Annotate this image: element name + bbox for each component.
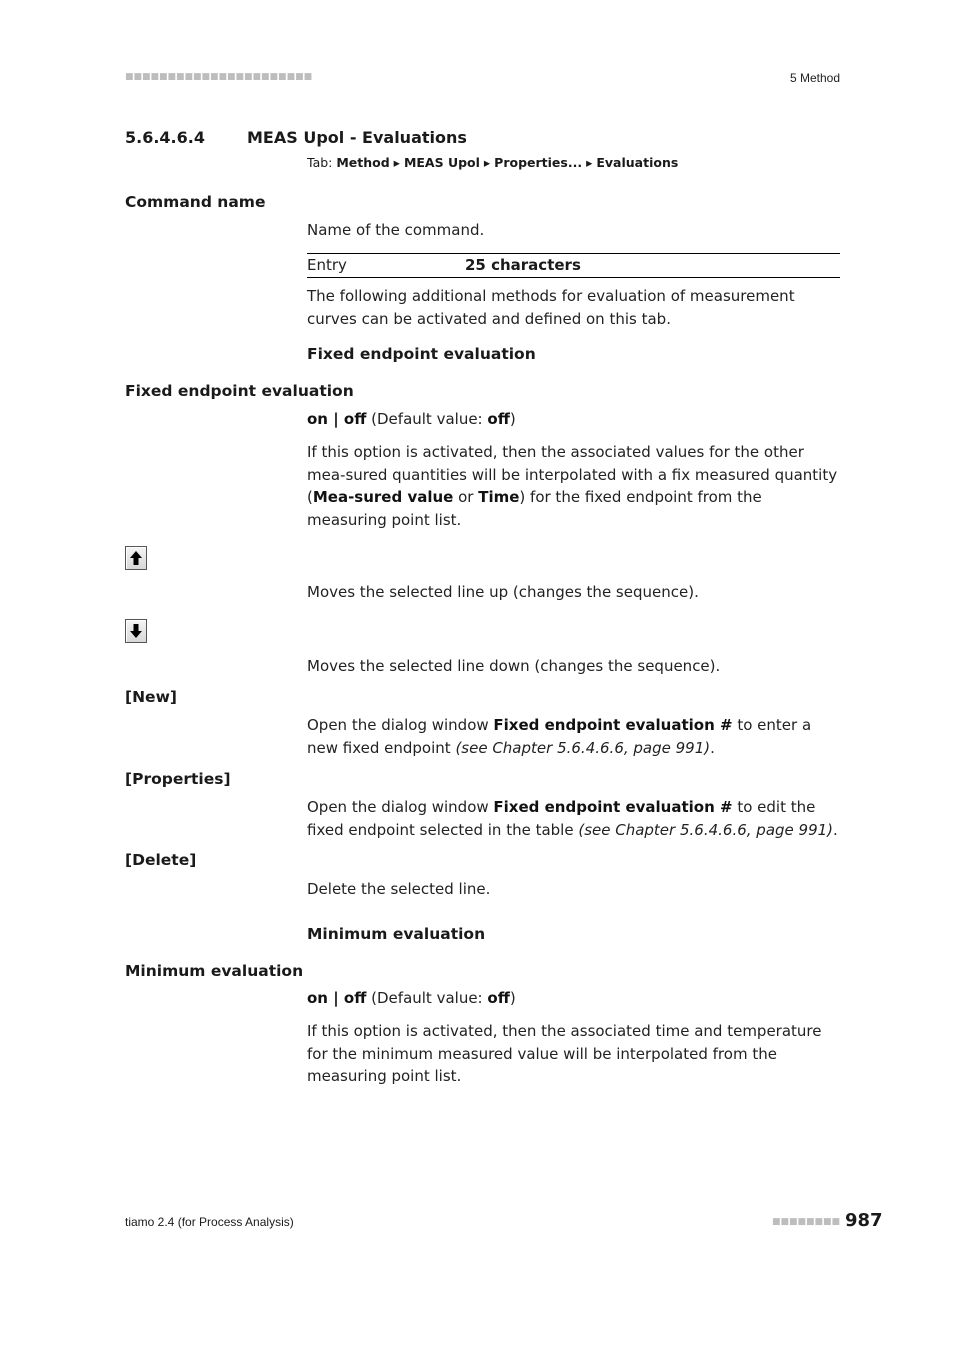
value-sep: | [327, 989, 344, 1007]
minimum-desc: If this option is activated, then the associated time and temperature for the minimum measured value will be interpolated from the measuring point list. [307, 1022, 822, 1085]
desc-part: to edit the fixed endpoint selected in the table [307, 798, 816, 839]
subhead-minimum: Minimum evaluation [307, 925, 486, 943]
chapter-reference: (see Chapter 5.6.4.6.6, page 991) [455, 738, 711, 757]
tab-path-3: Properties... [494, 155, 583, 170]
entry-value: 25 characters [465, 256, 581, 274]
subhead-fixed-endpoint: Fixed endpoint evaluation [307, 345, 536, 363]
desc-part: . [833, 820, 838, 839]
page-number: 987 [845, 1210, 883, 1231]
header-chapter: 5 Method [789, 71, 840, 85]
move-up-desc: Moves the selected line up (changes the sequence). [307, 583, 699, 601]
move-up-button[interactable] [125, 546, 147, 570]
new-desc [307, 714, 840, 759]
term-fixed-endpoint: Fixed endpoint evaluation [125, 382, 354, 400]
desc-part: Open the dialog window [307, 798, 494, 816]
value-off: off [343, 410, 367, 428]
section-title: MEAS Upol - Evaluations [247, 128, 467, 147]
chapter-reference: (see Chapter 5.6.4.6.6, page 991) [578, 820, 834, 839]
tab-sep: ▸ [586, 155, 593, 170]
desc-part: . [710, 738, 715, 757]
desc-bold: Fixed endpoint evaluation # [493, 716, 733, 734]
term-delete: [Delete] [125, 851, 197, 869]
footer-product: tiamo 2.4 (for Process Analysis) [125, 1215, 294, 1229]
command-name-desc: Name of the command. [307, 221, 485, 239]
section-number: 5.6.4.6.4 [125, 128, 205, 147]
header-decoration: ■■■■■■■■■■■■■■■■■■■■■■ [125, 72, 313, 82]
term-new: [New] [125, 688, 177, 706]
tab-prefix: Tab: [307, 155, 337, 170]
desc-part: If this option is activated, then the associated values for the other mea-sured quantities will be interpolated with a fix measured quantity ( [307, 443, 838, 506]
default-suffix: ) [509, 989, 516, 1007]
additional-methods-desc: The following additional methods for evaluation of measurement curves can be activated and defined on this tab. [307, 287, 795, 328]
arrow-down-icon [129, 623, 143, 639]
properties-desc [307, 796, 840, 841]
tab-path-1: Method [336, 155, 390, 170]
tab-path-2: MEAS Upol [403, 155, 480, 170]
term-command-name: Command name [125, 193, 266, 211]
fixed-endpoint-desc [307, 441, 840, 531]
footer-decoration: ■■■■■■■■ [772, 1217, 841, 1227]
default-value: off [487, 410, 510, 428]
desc-bold: Time [478, 488, 520, 506]
fixed-endpoint-values [307, 408, 840, 431]
arrow-up-icon [129, 550, 143, 566]
desc-bold: Fixed endpoint evaluation # [493, 798, 733, 816]
tab-sep: ▸ [393, 155, 400, 170]
desc-bold: Mea-sured value [312, 488, 454, 506]
desc-part: Open the dialog window [307, 716, 494, 734]
minimum-values [307, 987, 840, 1010]
value-off: off [343, 989, 367, 1007]
term-properties: [Properties] [125, 770, 231, 788]
tab-path [307, 155, 678, 170]
value-sep: | [327, 410, 344, 428]
desc-part: ) for the fixed endpoint from the measuring point list. [307, 488, 762, 529]
desc-part: to enter a new fixed endpoint [307, 716, 812, 757]
move-down-desc: Moves the selected line down (changes the sequence). [307, 657, 721, 675]
term-minimum: Minimum evaluation [125, 962, 304, 980]
default-suffix: ) [509, 410, 516, 428]
tab-sep: ▸ [483, 155, 491, 170]
value-on: on [307, 989, 328, 1007]
delete-desc: Delete the selected line. [307, 880, 491, 898]
move-down-button[interactable] [125, 619, 147, 643]
value-on: on [307, 410, 328, 428]
entry-label: Entry [307, 256, 347, 274]
entry-table [307, 253, 840, 278]
desc-part: or [453, 488, 479, 506]
tab-path-4: Evaluations [596, 155, 679, 170]
default-prefix: (Default value: [366, 989, 488, 1007]
default-prefix: (Default value: [366, 410, 488, 428]
default-value: off [487, 989, 510, 1007]
